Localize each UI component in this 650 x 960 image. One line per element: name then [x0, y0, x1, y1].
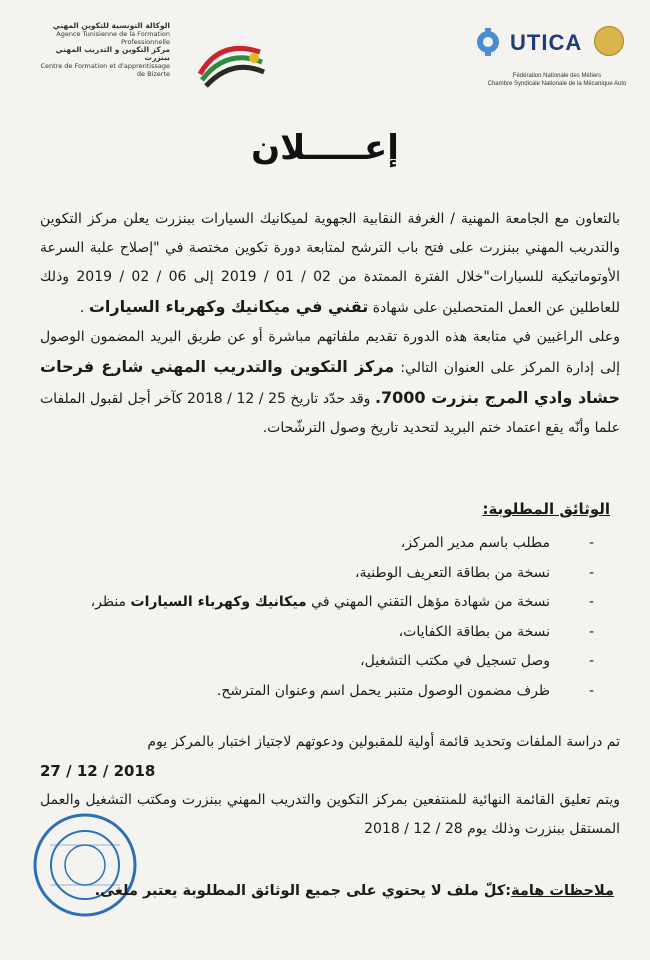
utica-subtitle	[482, 72, 632, 88]
document-item-text: ظرف مضمون الوصول متنبر يحمل اسم وعنوان المترشح.	[216, 682, 550, 699]
announcement-title: إعـــــلان	[251, 128, 399, 168]
utica-sub-line-1: Fédération Nationale des Métiers	[512, 73, 602, 79]
utica-header	[472, 24, 632, 94]
paragraph-2-address: مركز التكوين والتدريب المهني شارع فرحات حشاد وادي المرج بنزرت 7000.	[40, 357, 620, 407]
note-text: :كلّ ملف لا يحتوي على جميع الوثائق المطلوبة يعتبر ملغى.	[94, 883, 512, 899]
list-item: - وصل تسجيل في مكتب التشغيل،	[360, 653, 594, 669]
document-item-text: مطلب باسم مدير المركز،	[400, 535, 550, 551]
documents-list	[50, 535, 610, 712]
list-item: - نسخة من بطاقة الكفايات،	[398, 623, 594, 640]
official-stamp-icon	[30, 810, 140, 920]
paragraph-2-text: وعلى الراغبين في متابعة هذه الدورة تقديم ملفاتهم مباشرة أو عن طريق البريد المضمون الوصول إلى إدارة المركز على العنوان التالي:	[40, 329, 620, 376]
letterhead	[0, 0, 650, 100]
paragraph-1-end: .	[79, 300, 89, 316]
important-note	[95, 883, 614, 899]
document-item-text: وصل تسجيل في مكتب التشغيل،	[360, 653, 550, 669]
document-item-text: نسخة من شهادة مؤهل التقني المهني في	[306, 594, 550, 610]
ministry-fr-line-2: Centre de Formation et d'apprentissage de Bizerte	[40, 62, 170, 78]
list-item: - مطلب باسم مدير المركز،	[400, 535, 594, 551]
note-label: ملاحظات هامة	[511, 883, 614, 899]
list-item: - ظرف مضمون الوصول متنبر يحمل اسم وعنوان المترشح.	[216, 682, 594, 699]
exam-date: 2018 / 12 / 27	[40, 762, 156, 780]
documents-title: الوثائق المطلوبة:	[482, 500, 610, 518]
announcement-body	[40, 205, 620, 443]
ministry-text	[40, 22, 170, 78]
utica-wordmark: UTICA	[510, 30, 583, 55]
document-item-bold: ميكانيك وكهرباء السيارات	[130, 594, 307, 610]
utica-logo	[472, 24, 632, 60]
ministry-fr-line-1: Agence Tunisienne de la Formation Professionnelle	[56, 30, 170, 46]
document-item-text: نسخة من بطاقة التعريف الوطنية،	[355, 564, 550, 581]
paragraph-1	[40, 205, 620, 323]
paragraph-1-text: بالتعاون مع الجامعة المهنية / الغرفة النقابية الجهوية لميكانيك السيارات ببنزرت يعلن مركز التكوين والتدريب المهني ببنزرت على فتح باب الترشح لمتابعة دورة تكوين مختصة في "إصلاح علبة السرعة الأوتوماتيكية للسيارات"خلال الفترة الممتدة من 02 / 01 / 2019 إلى 06 / 02 / 2019 وذلك للعاطلين عن العمل المتحصلين على شهادة	[40, 211, 620, 316]
ministry-ar-line-2: مركز التكوين و التدريب المهني ببنزرت	[55, 45, 170, 62]
exam-announcement: تم دراسة الملفات وتحديد قائمة أولية للمقبولين ودعوتهم لاجتياز اختبار بالمركز يوم	[147, 734, 620, 750]
document-item-text: نسخة من بطاقة الكفايات،	[398, 623, 550, 640]
medal-icon	[594, 26, 624, 56]
final-list-announcement: ويتم تعليق القائمة النهائية للمنتفعين بمركز التكوين والتدريب المهني ببنزرت ومكتب التشغيل والعمل المستقل ببنزرت وذلك يوم 28 / 12 / 2018	[40, 792, 620, 837]
ministry-ar-line-1: الوكالة التونسية للتكوين المهني	[52, 21, 170, 30]
list-item: - نسخة من شهادة مؤهل التقني المهني في ميكانيك وكهرباء السيارات منظر،	[90, 594, 594, 610]
list-item: - نسخة من بطاقة التعريف الوطنية،	[355, 564, 594, 581]
utica-sub-line-2: Chambre Syndicale Nationale de la Mécanique Auto	[487, 81, 627, 87]
atfp-logo-icon	[190, 34, 272, 96]
document-item-tail: منظر،	[90, 594, 131, 610]
gear-icon	[472, 28, 508, 56]
paragraph-2-deadline: وقد حدّد تاريخ 25 / 12 / 2018 كآخر أجل لقبول الملفات علما وأنّه يقع اعتماد ختم البريد لتحديد تاريخ وصول الترشّحات.	[40, 391, 620, 436]
ministry-header	[40, 22, 240, 92]
paragraph-1-bold: تقني في ميكانيك وكهرباء السيارات	[88, 297, 369, 316]
paragraph-2	[40, 323, 620, 443]
